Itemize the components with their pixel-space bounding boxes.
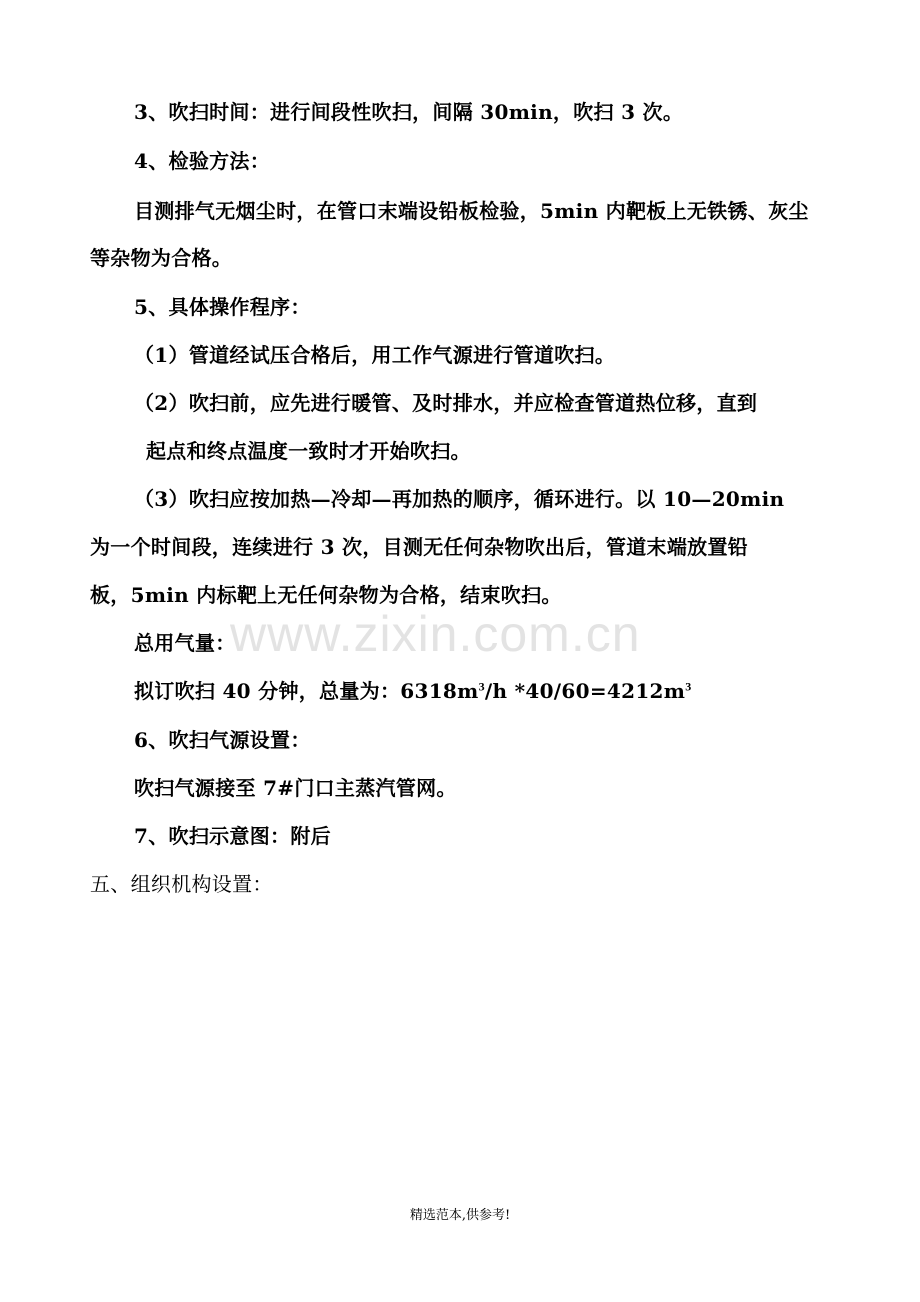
- superscript-3: 3: [478, 679, 485, 694]
- inspection-method-line-2: 等杂物为合格。: [90, 246, 233, 270]
- calc-text-a: 拟订吹扫 40 分钟，总量为：6318m: [134, 679, 479, 703]
- section-4-heading: 4、检验方法：: [134, 149, 271, 173]
- inspection-method-line-1: 目测排气无烟尘时，在管口末端设铅板检验，5min 内靶板上无铁锈、灰尘: [134, 199, 809, 223]
- chapter-5-heading: 五、组织机构设置：: [90, 872, 273, 896]
- page-footer: 精选范本,供参考!: [409, 1208, 511, 1223]
- section-7-heading: 7、吹扫示意图：附后: [134, 824, 331, 848]
- procedure-step-3-line-1: （3）吹扫应按加热—冷却—再加热的顺序，循环进行。以 10—20min: [134, 487, 785, 511]
- gas-source-description: 吹扫气源接至 7#门口主蒸汽管网。: [134, 776, 457, 800]
- superscript-3: 3: [685, 679, 692, 694]
- section-6-heading: 6、吹扫气源设置：: [134, 728, 311, 752]
- section-5-heading: 5、具体操作程序：: [134, 295, 311, 319]
- procedure-step-3-line-2: 为一个时间段，连续进行 3 次，目测无任何杂物吹出后，管道末端放置铅: [90, 535, 749, 559]
- total-gas-calculation: [134, 678, 692, 704]
- total-gas-heading: 总用气量：: [134, 631, 236, 655]
- section-3-blowing-time: 3、吹扫时间：进行间段性吹扫，间隔 30min，吹扫 3 次。: [134, 100, 684, 124]
- calc-text-b: /h *40/60=4212m: [484, 679, 686, 703]
- procedure-step-2-line-2: 起点和终点温度一致时才开始吹扫。: [146, 439, 471, 463]
- procedure-step-2-line-1: （2）吹扫前，应先进行暖管、及时排水，并应检查管道热位移，直到: [134, 391, 758, 415]
- watermark: www.zixin.com.cn: [230, 606, 641, 662]
- procedure-step-3-line-3: 板，5min 内标靶上无任何杂物为合格，结束吹扫。: [90, 583, 562, 607]
- procedure-step-1: （1）管道经试压合格后，用工作气源进行管道吹扫。: [134, 343, 616, 367]
